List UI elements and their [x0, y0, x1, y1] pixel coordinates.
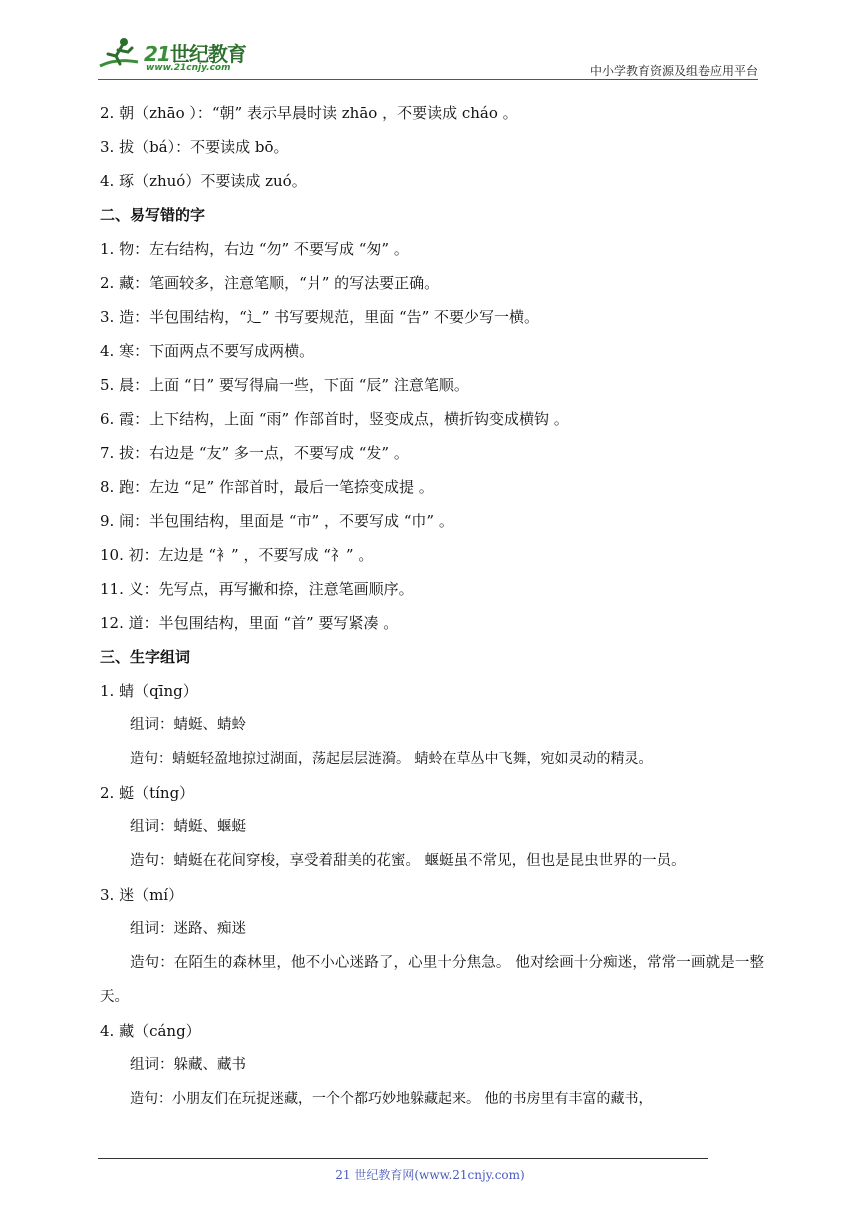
word-group: 组词：躲藏、藏书 [130, 1057, 246, 1073]
list-item: 12. 道：半包围结构，里面 “首” 要写紧凑 。 [100, 614, 399, 632]
example-sentence: 造句：在陌生的森林里，他不小心迷路了，心里十分焦急。 他对绘画十分痴迷，常常一画就是一整天。 [100, 955, 764, 1005]
list-item: 1. 物：左右结构，右边 “勿” 不要写成 “匆” 。 [100, 240, 409, 258]
word-group: 组词：迷路、痴迷 [130, 921, 246, 937]
page-footer: 21 世纪教育网(www.21cnjy.com) [335, 1168, 525, 1182]
list-item: 2. 藏：笔画较多，注意笔顺，“爿” 的写法要正确。 [100, 274, 440, 292]
list-item: 3. 造：半包围结构，“辶” 书写要规范，里面 “告” 不要少写一横。 [100, 308, 540, 326]
character-title: 2. 蜓（tíng） [100, 784, 195, 802]
pronunciation-item: 2. 朝（zhāo ）：“朝” 表示早晨时读 zhāo ，不要读成 cháo 。 [100, 104, 518, 122]
list-item: 8. 跑：左边 “足” 作部首时，最后一笔捺变成提 。 [100, 478, 434, 496]
character-title: 1. 蜻（qīng） [100, 682, 198, 700]
pronunciation-item: 3. 拔（bá）：不要读成 bō。 [100, 138, 289, 156]
list-item: 9. 闹：半包围结构，里面是 “市” ，不要写成 “巾” 。 [100, 512, 454, 530]
page-header [98, 28, 758, 80]
list-item: 6. 霞：上下结构，上面 “雨” 作部首时，竖变成点，横折钩变成横钩 。 [100, 410, 569, 428]
section-heading: 三、生字组词 [100, 648, 191, 666]
header-divider [98, 79, 758, 80]
list-item: 10. 初：左边是 “衤” ，不要写成 “礻” 。 [100, 546, 374, 564]
logo-url: www.21cnjy.com [146, 63, 231, 73]
pronunciation-item: 4. 琢（zhuó）不要读成 zuó。 [100, 172, 307, 190]
logo-title: 21世纪教育 [144, 42, 246, 66]
section-heading: 二、易写错的字 [100, 206, 206, 224]
word-group: 组词：蜻蜓、蜻蛉 [130, 717, 246, 733]
platform-name: 中小学教育资源及组卷应用平台 [589, 64, 758, 78]
example-sentence: 造句：小朋友们在玩捉迷藏，一个个都巧妙地躲藏起来。 他的书房里有丰富的藏书， [130, 1091, 653, 1107]
runner-logo-icon [98, 36, 142, 72]
logo [98, 36, 268, 76]
word-group: 组词：蜻蜓、蝘蜓 [130, 819, 246, 835]
character-title: 3. 迷（mí） [100, 886, 184, 904]
list-item: 7. 拔：右边是 “友” 多一点，不要写成 “发” 。 [100, 444, 409, 462]
example-sentence: 造句：蜻蜓轻盈地掠过湖面，荡起层层涟漪。 蜻蛉在草丛中飞舞，宛如灵动的精灵。 [130, 751, 653, 767]
list-item: 5. 晨：上面 “日” 要写得扁一些，下面 “辰” 注意笔顺。 [100, 376, 469, 394]
footer-divider [98, 1158, 708, 1159]
example-sentence: 造句：蜻蜓在花间穿梭，享受着甜美的花蜜。 蝘蜓虽不常见，但也是昆虫世界的一员。 [130, 853, 686, 869]
list-item: 11. 义：先写点，再写撇和捺，注意笔画顺序。 [100, 580, 414, 598]
document-body [100, 96, 764, 1116]
list-item: 4. 寒：下面两点不要写成两横。 [100, 342, 315, 360]
character-title: 4. 藏（cáng） [100, 1022, 201, 1040]
